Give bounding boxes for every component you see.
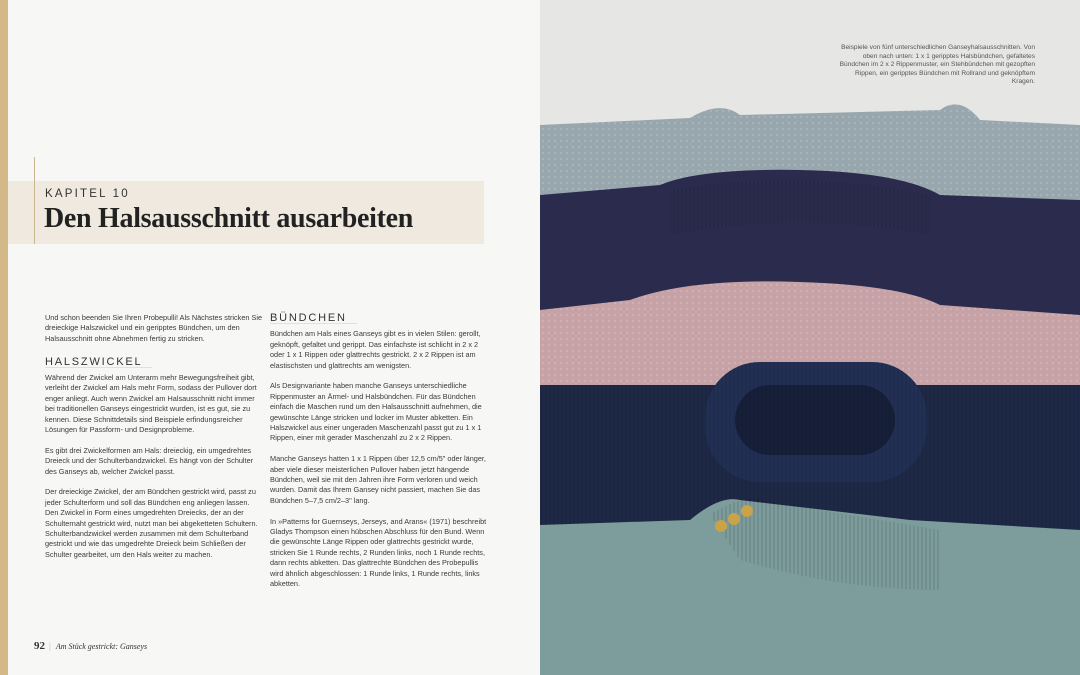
paragraph: Der dreieckige Zwickel, der am Bündchen gestrickt wird, passt zu jeder Schulterform und soll das Bündchen eng anliegen lassen. Den Zwickel in Form eines umgedrehten Dreiecks, der an der Schulternaht gestrickt wird, nutzt man bei abgeketteten Schultern. Schulterbandzwickel werden zusammen mit dem Schulterband gestrickt und wie das umgedrehte Dreieck beim Schließen der Schulter gearbeitet, um den Hals weiter zu machen.	[45, 487, 258, 559]
header-divider	[34, 157, 35, 244]
paragraph: Es gibt drei Zwickelformen am Hals: dreieckig, ein umgedrehtes Dreieck und der Schulterbandzwickel. Es hängt von der Schulter des Ganseys ab, welcher Zwickel passt.	[45, 445, 254, 476]
right-column	[270, 311, 488, 600]
paragraph: Als Designvariante haben manche Ganseys unterschiedliche Rippenmuster an Ärmel- und Halsbündchen. Für das Bündchen einfach die Maschen rund um den Halsausschnitt aufnehmen, die gewünschte Länge stricken und locker im Muster abketten. Ein Halszwickel aus einer ungeraden Maschenzahl passt gut zu 1 x 1 Rippen, einer mit gerader Maschenzahl zu 2 x 2 Rippen.	[270, 381, 482, 443]
section-heading-buendchen: BÜNDCHEN	[270, 313, 357, 324]
paragraph: Während der Zwickel am Unterarm mehr Bewegungsfreiheit gibt, verleiht der Zwickel am Hals mehr Form, sodass der Pullover dort enger anliegt. Auch wenn Zwickel am Halsausschnitt nicht immer bei traditionellen Ganseys eingestrickt wurden, ist es gut, sie zu kennen. Diese Schnittdetails sind Beispiele erfindungsreicher Lösungen für Passform- und Designprobleme.	[45, 373, 257, 435]
page-edge-accent	[0, 0, 8, 675]
sweater-photo	[540, 0, 1080, 675]
page-footer	[34, 640, 147, 652]
chapter-label: KAPITEL 10	[45, 188, 130, 200]
intro-paragraph: Und schon beenden Sie Ihren Probepulli! Als Nächstes stricken Sie dreieckige Halszwickel und ein geripptes Bündchen, um den Halsausschnitt ohne Abnehmen fertig zu stricken.	[45, 313, 263, 343]
running-title: Am Stück gestrickt: Ganseys	[55, 642, 148, 651]
paragraph: In »Patterns for Guernseys, Jerseys, and Arans« (1971) beschreibt Gladys Thompson einen hübschen Abschluss für den Bund. Wenn die gewünschte Länge Rippen oder glattrechts gestrickt wurde, stricken Sie 1 Runde rechts, 2 Runden links, noch 1 Runde rechts, dann rechts abketten. Das glattrechte Bündchen des Probepullis wird ähnlich abgeschlossen: 1 Runde links, 1 Runde rechts, links abketten.	[270, 516, 487, 589]
button-icon	[728, 513, 740, 525]
button-icon	[741, 505, 753, 517]
sweater-teal	[540, 499, 1080, 675]
footer-separator: |	[49, 641, 51, 651]
photo-caption: Beispiele von fünf unterschiedlichen Ganseyhalsausschnitten. Von oben nach unten: 1 x 1 geripptes Halsbündchen, gefaltetes Bündchen im 2 x 2 Rippenmuster, ein Stehbündchen mit gezopften Rippen, ein geripptes Bündchen mit Rollrand und geknöpftem Kragen.	[839, 44, 1035, 86]
chapter-title: Den Halsausschnitt ausarbeiten	[44, 203, 414, 234]
paragraph: Bündchen am Hals eines Ganseys gibt es in vielen Stilen: gerollt, geknöpft, gefaltet und gerippt. Das einfachste ist schlicht in 2 x 2 oder 1 x 1 Rippen oder glattrechts gestrickt. 2 x 2 Rippen ist am elastischsten und glattrechts am wenigsten.	[270, 329, 481, 370]
section-heading-halszwickel: HALSZWICKEL	[45, 357, 152, 368]
page-number: 92	[34, 640, 45, 652]
button-icon	[715, 520, 727, 532]
paragraph: Manche Ganseys hatten 1 x 1 Rippen über 12,5 cm/5" oder länger, aber viele dieser meisterlichen Pullover haben jetzt hängende Bündchen, weil sie mit den Jahren ihre Form verloren und weich wurden. Damit das Ihrem Gansey nicht passiert, machen Sie das Bündchen 5–7,5 cm/2–3" lang.	[270, 454, 486, 505]
left-column	[45, 313, 263, 571]
sweaters-illustration	[540, 0, 1080, 675]
